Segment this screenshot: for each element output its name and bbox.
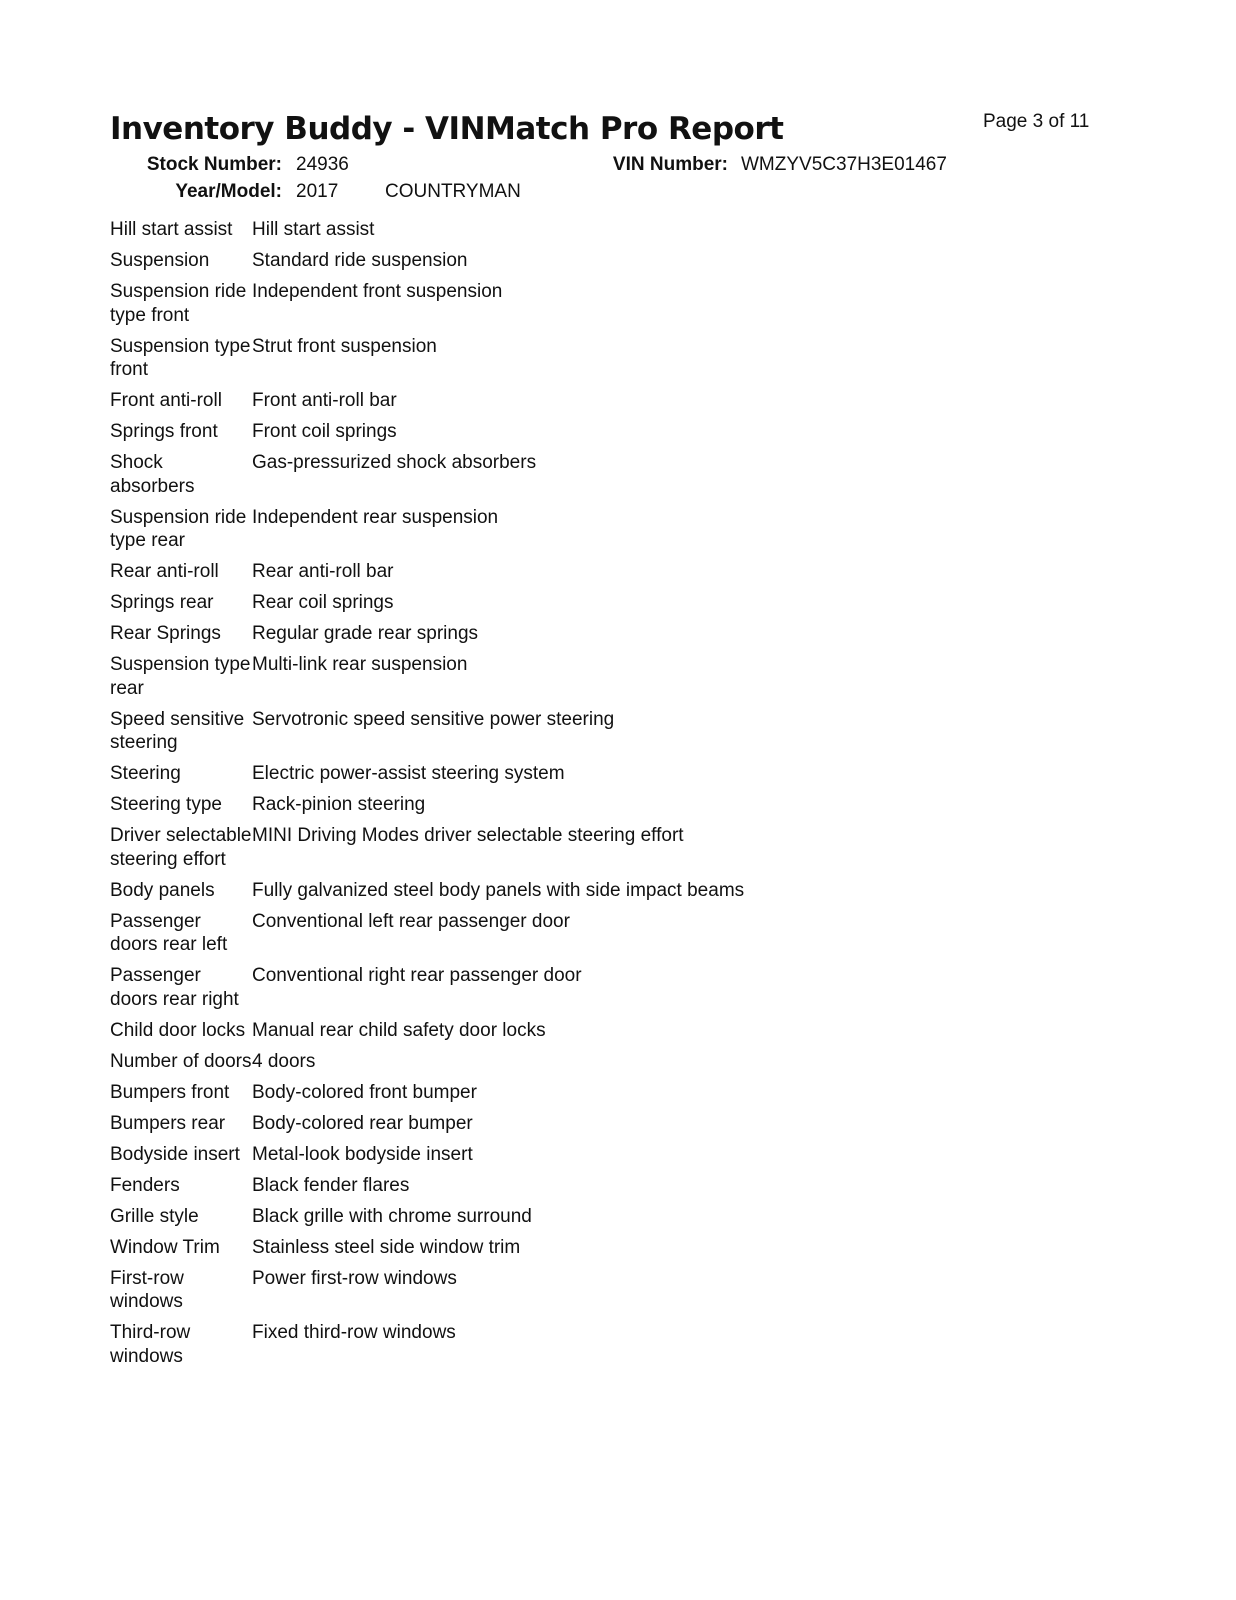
spec-label: Hill start assist xyxy=(110,219,233,240)
spec-label: Body panels xyxy=(110,879,215,901)
spec-label: Steering type xyxy=(110,794,222,815)
spec-label: Suspension type rear xyxy=(110,654,251,699)
spec-label: Bumpers rear xyxy=(110,1112,226,1134)
spec-value: Conventional right rear passenger door xyxy=(252,965,582,986)
spec-label: Suspension ride type front xyxy=(110,281,247,326)
spec-label: Rear Springs xyxy=(110,623,221,644)
vin-number-value: WMZYV5C37H3E01467 xyxy=(741,154,947,175)
spec-table-body xyxy=(110,218,930,1376)
spec-label: Fenders xyxy=(110,1174,180,1196)
spec-row xyxy=(110,280,930,335)
spec-value: Black grille with chrome surround xyxy=(252,1205,532,1227)
spec-value: Fully galvanized steel body panels with side impact beams xyxy=(252,879,745,901)
year-value: 2017 xyxy=(296,181,339,202)
spec-row xyxy=(110,1112,930,1143)
spec-label: Third-row windows xyxy=(110,1322,191,1367)
stock-number-value: 24936 xyxy=(296,154,349,175)
spec-value: Independent front suspension xyxy=(252,281,503,302)
year-model-label: Year/Model: xyxy=(175,181,282,202)
spec-row xyxy=(110,1236,930,1267)
spec-value: Power first-row windows xyxy=(252,1267,457,1289)
spec-row xyxy=(110,1050,930,1081)
spec-value: Conventional left rear passenger door xyxy=(252,910,570,932)
spec-table xyxy=(110,218,930,1376)
spec-row xyxy=(110,622,930,653)
spec-value: Body-colored rear bumper xyxy=(252,1112,473,1134)
spec-label: Springs rear xyxy=(110,592,214,613)
spec-label: Passenger doors rear right xyxy=(110,965,239,1010)
spec-row xyxy=(110,708,930,763)
spec-row xyxy=(110,1267,930,1322)
spec-label: First-row windows xyxy=(110,1267,184,1312)
spec-row xyxy=(110,389,930,420)
spec-label: Suspension type front xyxy=(110,335,251,380)
spec-label: Suspension xyxy=(110,250,210,271)
spec-row xyxy=(110,1205,930,1236)
spec-row xyxy=(110,1143,930,1174)
spec-row xyxy=(110,560,930,591)
spec-value: Standard ride suspension xyxy=(252,250,468,271)
spec-row xyxy=(110,1321,930,1376)
spec-label: Rear anti-roll xyxy=(110,561,219,582)
spec-value: Stainless steel side window trim xyxy=(252,1236,521,1258)
spec-value: Body-colored front bumper xyxy=(252,1081,477,1103)
spec-row xyxy=(110,910,930,965)
spec-value: Servotronic speed sensitive power steering xyxy=(252,708,615,730)
spec-value: Strut front suspension xyxy=(252,335,437,357)
spec-row xyxy=(110,793,930,824)
spec-value: 4 doors xyxy=(252,1050,316,1072)
page-indicator: Page 3 of 11 xyxy=(983,111,1090,132)
stock-number-label: Stock Number: xyxy=(146,154,282,175)
spec-row xyxy=(110,964,930,1019)
spec-value: Black fender flares xyxy=(252,1174,410,1196)
spec-value: Front anti-roll bar xyxy=(252,390,397,411)
spec-value: Rear coil springs xyxy=(252,592,394,613)
spec-label: Front anti-roll xyxy=(110,390,222,411)
spec-row xyxy=(110,653,930,708)
spec-value: MINI Driving Modes driver selectable steering effort xyxy=(252,825,684,846)
spec-label: Driver selectable steering effort xyxy=(110,825,252,870)
spec-value: Rear anti-roll bar xyxy=(252,561,394,582)
spec-value: Metal-look bodyside insert xyxy=(252,1143,473,1165)
spec-row xyxy=(110,1019,930,1050)
spec-value: Hill start assist xyxy=(252,219,375,240)
spec-row xyxy=(110,249,930,280)
spec-label: Suspension ride type rear xyxy=(110,506,247,551)
spec-label: Grille style xyxy=(110,1205,199,1227)
spec-value: Manual rear child safety door locks xyxy=(252,1019,546,1041)
spec-value: Gas-pressurized shock absorbers xyxy=(252,452,537,473)
spec-value: Rack-pinion steering xyxy=(252,794,426,815)
spec-row xyxy=(110,1081,930,1112)
spec-value: Fixed third-row windows xyxy=(252,1322,456,1343)
spec-value: Independent rear suspension xyxy=(252,506,499,528)
spec-value: Regular grade rear springs xyxy=(252,623,479,644)
spec-row xyxy=(110,218,930,249)
model-value: COUNTRYMAN xyxy=(385,181,521,202)
spec-value: Electric power-assist steering system xyxy=(252,763,565,784)
spec-label: Steering xyxy=(110,763,181,784)
spec-value: Front coil springs xyxy=(252,421,397,442)
spec-label: Passenger doors rear left xyxy=(110,910,228,955)
spec-label: Bodyside insert xyxy=(110,1143,240,1165)
spec-label: Bumpers front xyxy=(110,1081,230,1103)
spec-row xyxy=(110,879,930,910)
spec-label: Number of doors xyxy=(110,1050,252,1072)
spec-label: Springs front xyxy=(110,421,218,442)
vin-number-label: VIN Number: xyxy=(612,154,728,175)
report-title: Inventory Buddy - VINMatch Pro Report xyxy=(110,111,784,147)
spec-row xyxy=(110,506,930,561)
spec-label: Window Trim xyxy=(110,1236,220,1258)
spec-row xyxy=(110,824,930,879)
spec-row xyxy=(110,1174,930,1205)
spec-row xyxy=(110,420,930,451)
spec-label: Speed sensitive steering xyxy=(110,708,245,753)
spec-value: Multi-link rear suspension xyxy=(252,654,468,675)
spec-row xyxy=(110,762,930,793)
spec-label: Shock absorbers xyxy=(110,452,195,497)
spec-row xyxy=(110,451,930,506)
spec-row xyxy=(110,591,930,622)
spec-label: Child door locks xyxy=(110,1019,246,1041)
spec-row xyxy=(110,335,930,390)
